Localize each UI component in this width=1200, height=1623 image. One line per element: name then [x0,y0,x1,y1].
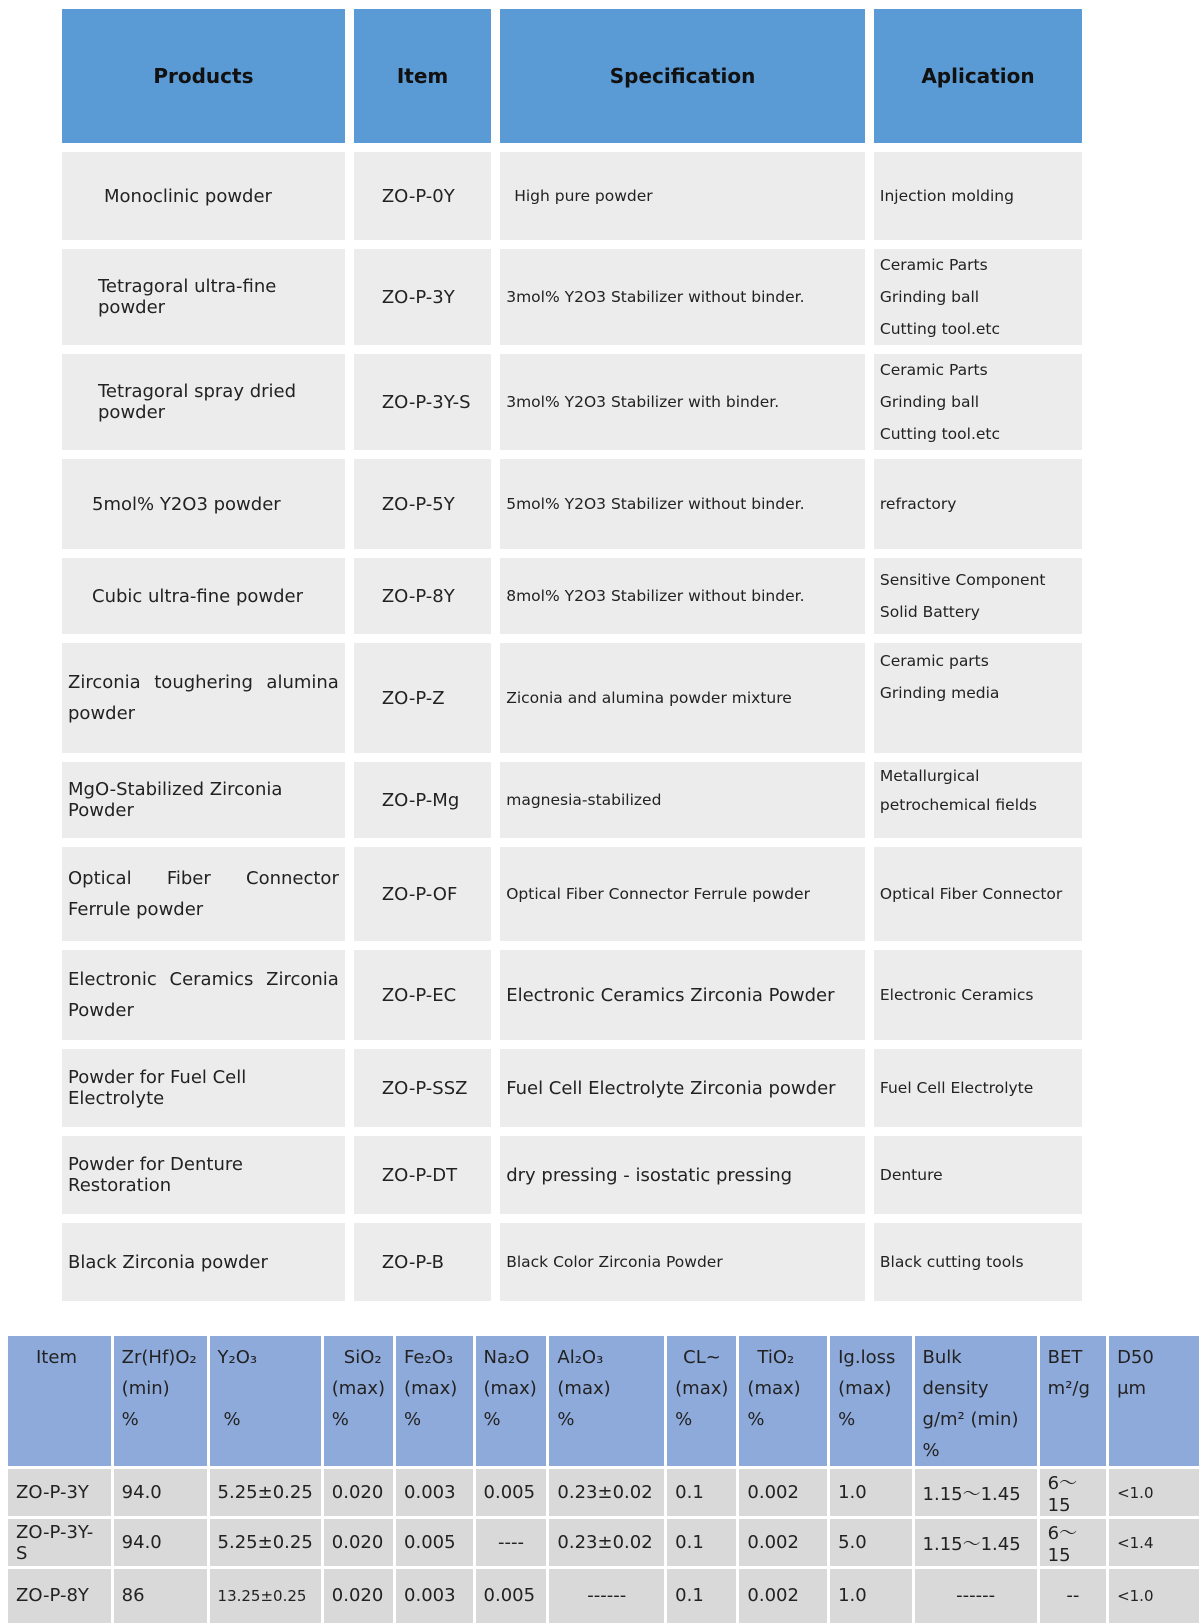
product-row [62,643,1082,753]
product-name-text: 5mol% Y2O3 powder [92,493,281,515]
product-name-text: Cubic ultra-fine powder [92,585,304,607]
spec-cell: 1.0 [829,1568,913,1623]
spec-header-line: (min) [121,1378,170,1399]
product-item-code: ZO-P-Mg [354,762,491,838]
application-line: Fuel Cell Electrolyte [879,1079,1034,1097]
application-line: petrochemical fields [879,796,1037,814]
spec-cell: ---- [474,1518,548,1568]
product-name [62,1223,345,1301]
product-application [874,762,1082,838]
product-name [62,152,345,240]
spec-header-line: Ig.loss [838,1347,896,1368]
product-specification: 5mol% Y2O3 Stabilizer without binder. [500,459,865,549]
spec-cell: <1.0 [1108,1568,1199,1623]
product-application [874,459,1082,549]
product-row [62,762,1082,838]
product-specification: Fuel Cell Electrolyte Zirconia powder [500,1049,865,1127]
product-specification: 8mol% Y2O3 Stabilizer without binder. [500,558,865,634]
product-specification: 3mol% Y2O3 Stabilizer with binder. [500,354,865,450]
spec-header-line: m²/g [1047,1378,1090,1399]
spec-header-line: % [121,1409,139,1430]
product-item-code: ZO-P-3Y [354,249,491,345]
spec-cell: ZO-P-3Y-S [8,1518,112,1568]
spec-cell: 0.005 [395,1518,474,1568]
product-item-code: ZO-P-Z [354,643,491,753]
application-line: refractory [879,495,957,513]
product-name [62,354,345,450]
spec-cell: 0.002 [738,1568,829,1623]
product-application [874,1223,1082,1301]
product-name-text: Zirconia toughering alumina powder [68,672,339,724]
product-row [62,1136,1082,1214]
spec-header-line: (max) [331,1378,386,1399]
spec-cell: ------ [913,1568,1038,1623]
product-row [62,950,1082,1040]
spec-header-row [8,1336,1199,1468]
application-line: Cutting tool.etc [879,425,1001,443]
spec-col-header [474,1336,548,1468]
spec-header-line: BET [1047,1347,1083,1368]
header-specification: Specification [500,9,865,143]
spec-header-line: % [331,1409,349,1430]
spec-cell: 0.002 [738,1518,829,1568]
product-name-text: MgO-Stabilized Zirconia Powder [68,779,283,821]
spec-cell: 6～15 [1038,1468,1107,1518]
product-specification: Electronic Ceramics Zirconia Powder [500,950,865,1040]
spec-header-line: D50 [1117,1347,1154,1368]
spec-header-line: (max) [404,1378,458,1399]
product-item-code: ZO-P-DT [354,1136,491,1214]
header-item: Item [354,9,491,143]
application-line: Denture [879,1166,943,1184]
spec-header-line: (max) [483,1378,537,1399]
product-application [874,950,1082,1040]
spec-cell: 5.25±0.25 [208,1468,322,1518]
spec-cell: ------ [548,1568,666,1623]
spec-col-header [548,1336,666,1468]
product-name-text: Powder for Denture Restoration [68,1154,243,1196]
product-row [62,847,1082,941]
product-name [62,249,345,345]
spec-cell: 13.25±0.25 [208,1568,322,1623]
spec-header-line: % [838,1409,856,1430]
spec-cell: 0.003 [395,1568,474,1623]
spec-col-header [829,1336,913,1468]
spec-header-line: (max) [747,1378,801,1399]
spec-header-line: (max) [557,1378,611,1399]
spec-cell: 0.005 [474,1468,548,1518]
product-name-text: Optical Fiber Connector Ferrule powder [68,868,339,920]
application-line: Grinding ball [879,288,980,306]
spec-row [8,1468,1199,1518]
composition-spec-table [8,1336,1199,1623]
product-specification: 3mol% Y2O3 Stabilizer without binder. [500,249,865,345]
spec-cell: 94.0 [112,1518,208,1568]
spec-header-line: TiO₂ [757,1347,795,1368]
application-line: Grinding media [879,684,1000,702]
spec-header-line: % [404,1409,422,1430]
application-line: Ceramic parts [879,652,989,670]
product-application [874,249,1082,345]
spec-cell: 1.15～1.45 [913,1518,1038,1568]
product-item-code: ZO-P-0Y [354,152,491,240]
spec-cell: -- [1038,1568,1107,1623]
spec-header-line: % [557,1409,575,1430]
spec-header-line: Na₂O [483,1347,530,1368]
product-row [62,1049,1082,1127]
spec-cell: 0.1 [666,1518,738,1568]
application-line: Electronic Ceramics [879,986,1034,1004]
spec-header-line: % [675,1409,693,1430]
product-specification: dry pressing - isostatic pressing [500,1136,865,1214]
header-aplication: Aplication [874,9,1082,143]
spec-col-header [8,1336,112,1468]
product-row [62,1223,1082,1301]
product-row [62,459,1082,549]
product-application [874,847,1082,941]
spec-row [8,1518,1199,1568]
application-line: Optical Fiber Connector [879,885,1063,903]
spec-cell: 0.23±0.02 [548,1518,666,1568]
application-line: Cutting tool.etc [879,320,1001,338]
spec-col-header [1108,1336,1199,1468]
product-specification: Ziconia and alumina powder mixture [500,643,865,753]
spec-header-line: Bulk density [922,1347,989,1399]
spec-cell: 0.003 [395,1468,474,1518]
spec-col-header [913,1336,1038,1468]
spec-cell: 6～15 [1038,1518,1107,1568]
spec-cell: 0.020 [322,1568,394,1623]
product-name-text: Tetragoral spray dried powder [98,381,297,423]
spec-col-header [208,1336,322,1468]
spec-cell: <1.4 [1108,1518,1199,1568]
product-name [62,1136,345,1214]
spec-cell: 0.1 [666,1568,738,1623]
spec-cell: 94.0 [112,1468,208,1518]
spec-header-line: % [483,1409,501,1430]
application-line: Sensitive Component [879,571,1046,589]
product-name [62,459,345,549]
spec-cell: ZO-P-3Y [8,1468,112,1518]
spec-col-header [1038,1336,1107,1468]
product-application [874,558,1082,634]
product-name-text: Tetragoral ultra-fine powder [98,276,277,318]
spec-col-header [395,1336,474,1468]
spec-header-line: μm [1117,1378,1147,1399]
product-item-code: ZO-P-EC [354,950,491,1040]
spec-header-line: Fe₂O₃ [404,1347,454,1368]
spec-cell: 1.0 [829,1468,913,1518]
product-application [874,643,1082,753]
product-name [62,643,345,753]
spec-col-header [738,1336,829,1468]
spec-header-line: % [223,1409,241,1430]
spec-cell: 5.25±0.25 [208,1518,322,1568]
product-item-code: ZO-P-SSZ [354,1049,491,1127]
spec-header-line: Y₂O₃ [217,1347,258,1368]
product-specification: High pure powder [500,152,865,240]
product-item-code: ZO-P-B [354,1223,491,1301]
products-table [53,0,1091,1310]
product-specification: magnesia-stabilized [500,762,865,838]
spec-header-line: SiO₂ [343,1347,382,1368]
spec-header-line: (max) [675,1378,729,1399]
spec-header-line: % [922,1440,940,1461]
header-products: Products [62,9,345,143]
product-name [62,558,345,634]
product-name [62,950,345,1040]
spec-col-header [112,1336,208,1468]
spec-cell: 1.15～1.45 [913,1468,1038,1518]
spec-cell: 0.020 [322,1468,394,1518]
product-name-text: Monoclinic powder [104,185,272,207]
product-application [874,354,1082,450]
product-name [62,847,345,941]
application-line: Ceramic Parts [879,361,988,379]
spec-header-line: (max) [838,1378,892,1399]
product-name [62,1049,345,1127]
product-name-text: Black Zirconia powder [68,1251,268,1273]
spec-cell: <1.0 [1108,1468,1199,1518]
application-line: Ceramic Parts [879,256,988,274]
spec-cell: 5.0 [829,1518,913,1568]
product-item-code: ZO-P-OF [354,847,491,941]
product-specification: Black Color Zirconia Powder [500,1223,865,1301]
spec-header-line: g/m² (min) [922,1409,1019,1430]
spec-row [8,1568,1199,1623]
product-application [874,1136,1082,1214]
spec-cell: 86 [112,1568,208,1623]
application-line: Metallurgical [879,767,980,785]
product-row [62,249,1082,345]
product-name-text: Powder for Fuel Cell Electrolyte [68,1067,247,1109]
spec-cell: ZO-P-8Y [8,1568,112,1623]
product-row [62,354,1082,450]
spec-header-line: CL~ [683,1347,721,1368]
products-header-row [62,9,1082,143]
spec-cell: 0.1 [666,1468,738,1518]
spec-header-line [218,1373,313,1404]
product-row [62,152,1082,240]
spec-col-header [666,1336,738,1468]
product-item-code: ZO-P-5Y [354,459,491,549]
product-application [874,1049,1082,1127]
product-name-text: Electronic Ceramics Zirconia Powder [68,969,339,1021]
product-specification: Optical Fiber Connector Ferrule powder [500,847,865,941]
product-row [62,558,1082,634]
spec-col-header [322,1336,394,1468]
spec-header-line: % [747,1409,765,1430]
spec-cell: 0.002 [738,1468,829,1518]
product-item-code: ZO-P-8Y [354,558,491,634]
application-line: Solid Battery [879,603,980,621]
application-line: Black cutting tools [879,1253,1024,1271]
application-line: Grinding ball [879,393,980,411]
spec-cell: 0.005 [474,1568,548,1623]
application-line: Injection molding [879,187,1014,205]
spec-cell: 0.020 [322,1518,394,1568]
spec-header-line: Al₂O₃ [557,1347,604,1368]
spec-cell: 0.23±0.02 [548,1468,666,1518]
product-name [62,762,345,838]
product-item-code: ZO-P-3Y-S [354,354,491,450]
spec-header-line: Zr(Hf)O₂ [121,1347,197,1368]
spec-header-line: Item [36,1347,77,1368]
product-application [874,152,1082,240]
